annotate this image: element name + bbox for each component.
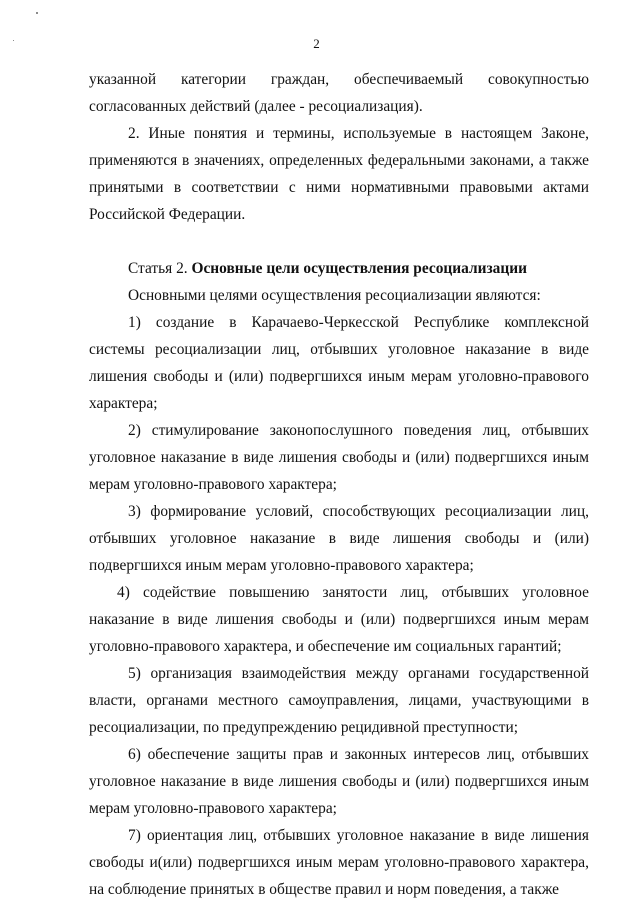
list-item-6: 6) обеспечение защиты прав и законных интересов лиц, отбывших уголовное наказание в виде лишения свободы и (или) подвергшихся иным мерам уголовно-правового характера; <box>89 746 589 817</box>
paragraph-2: 2. Иные понятия и термины, используемые в настоящем Законе, применяются в значениях, определенных федеральными законами, а также принятыми в соответствии с ними нормативными правовыми актами Российской Федерации. <box>89 125 589 223</box>
list-item-2: 2) стимулирование законопослушного поведения лиц, отбывших уголовное наказание в виде лишения свободы и (или) подвергшихся иным мерам уголовно-правового характера; <box>89 422 589 493</box>
continuation-word: граждан, <box>270 71 330 88</box>
article-intro: Основными целями осуществления ресоциализации являются: <box>128 287 541 304</box>
list-item-5: 5) организация взаимодействия между органами государственной власти, органами местного самоуправления, лицами, участвующими в ресоциализации, по предупреждению рецидивной преступности; <box>89 665 589 736</box>
document-body <box>89 66 589 903</box>
spacer <box>89 228 589 255</box>
article-heading <box>89 255 589 282</box>
page-number: 2 <box>313 36 320 51</box>
list-item-4: 4) содействие повышению занятости лиц, отбывших уголовное наказание в виде лишения свободы и (или) подвергшихся иным мерам уголовно-правового характера, и обеспечение им социальных гарантий; <box>89 584 589 655</box>
list-item-7: 7) ориентация лиц, отбывших уголовное наказание в виде лишения свободы и(или) подвергшихся иным мерам уголовно-правового характера, на соблюдение принятых в обществе правил и норм поведения, а также <box>89 827 589 898</box>
continuation-word: обеспечиваемый <box>354 71 464 88</box>
continuation-word: совокупностью <box>487 71 589 88</box>
list-item-3: 3) формирование условий, способствующих ресоциализации лиц, отбывших уголовное наказание в виде лишения свободы и (или) подвергшихся иным мерам уголовно-правового характера; <box>89 503 589 574</box>
continuation-first-line <box>89 66 589 93</box>
scan-speck <box>36 12 38 14</box>
list-item-1: 1) создание в Карачаево-Черкесской Республике комплексной системы ресоциализации лиц, отбывших уголовное наказание в виде лишения свободы и (или) подвергшихся иным мерам уголовно-правового характера; <box>89 314 589 412</box>
article-prefix: Статья 2. <box>128 260 188 277</box>
continuation-word: указанной <box>89 71 157 88</box>
article-title: Основные цели осуществления ресоциализации <box>191 260 527 277</box>
continuation-second-line: согласованных действий (далее - ресоциализация). <box>89 98 423 115</box>
continuation-word: категории <box>180 71 247 88</box>
